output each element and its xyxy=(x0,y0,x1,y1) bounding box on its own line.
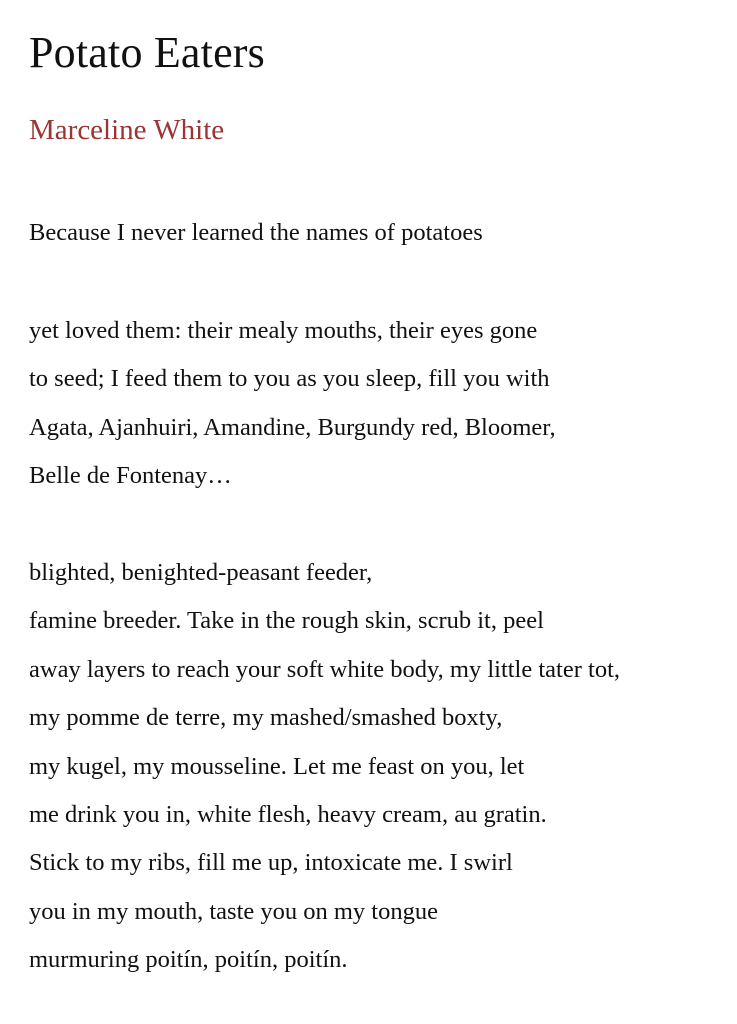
poem-line: Because I never learned the names of potatoes xyxy=(29,219,483,246)
poem-line: to seed; I feed them to you as you sleep, fill you with xyxy=(29,365,550,392)
poem-line: me drink you in, white flesh, heavy cream, au gratin. xyxy=(29,801,547,828)
poem-line: famine breeder. Take in the rough skin, scrub it, peel xyxy=(29,607,544,634)
poem-line: away layers to reach your soft white body, my little tater tot, xyxy=(29,656,621,683)
poem-line: yet loved them: their mealy mouths, their eyes gone xyxy=(29,317,538,344)
poem-line: my pomme de terre, my mashed/smashed boxty, xyxy=(29,704,503,731)
poem-line: Belle de Fontenay… xyxy=(29,462,232,489)
poem-line: blighted, benighted-peasant feeder, xyxy=(29,559,373,586)
poem-line: Stick to my ribs, fill me up, intoxicate me. I swirl xyxy=(29,849,513,876)
poem-line: you in my mouth, taste you on my tongue xyxy=(29,898,438,925)
poem-line: murmuring poitín, poitín, poitín. xyxy=(29,946,348,973)
poem-title: Potato Eaters xyxy=(29,28,265,77)
poem-line: my kugel, my mousseline. Let me feast on you, let xyxy=(29,753,525,780)
poem-author: Marceline White xyxy=(29,114,225,146)
poem-line: Agata, Ajanhuiri, Amandine, Burgundy red, Bloomer, xyxy=(29,414,556,441)
